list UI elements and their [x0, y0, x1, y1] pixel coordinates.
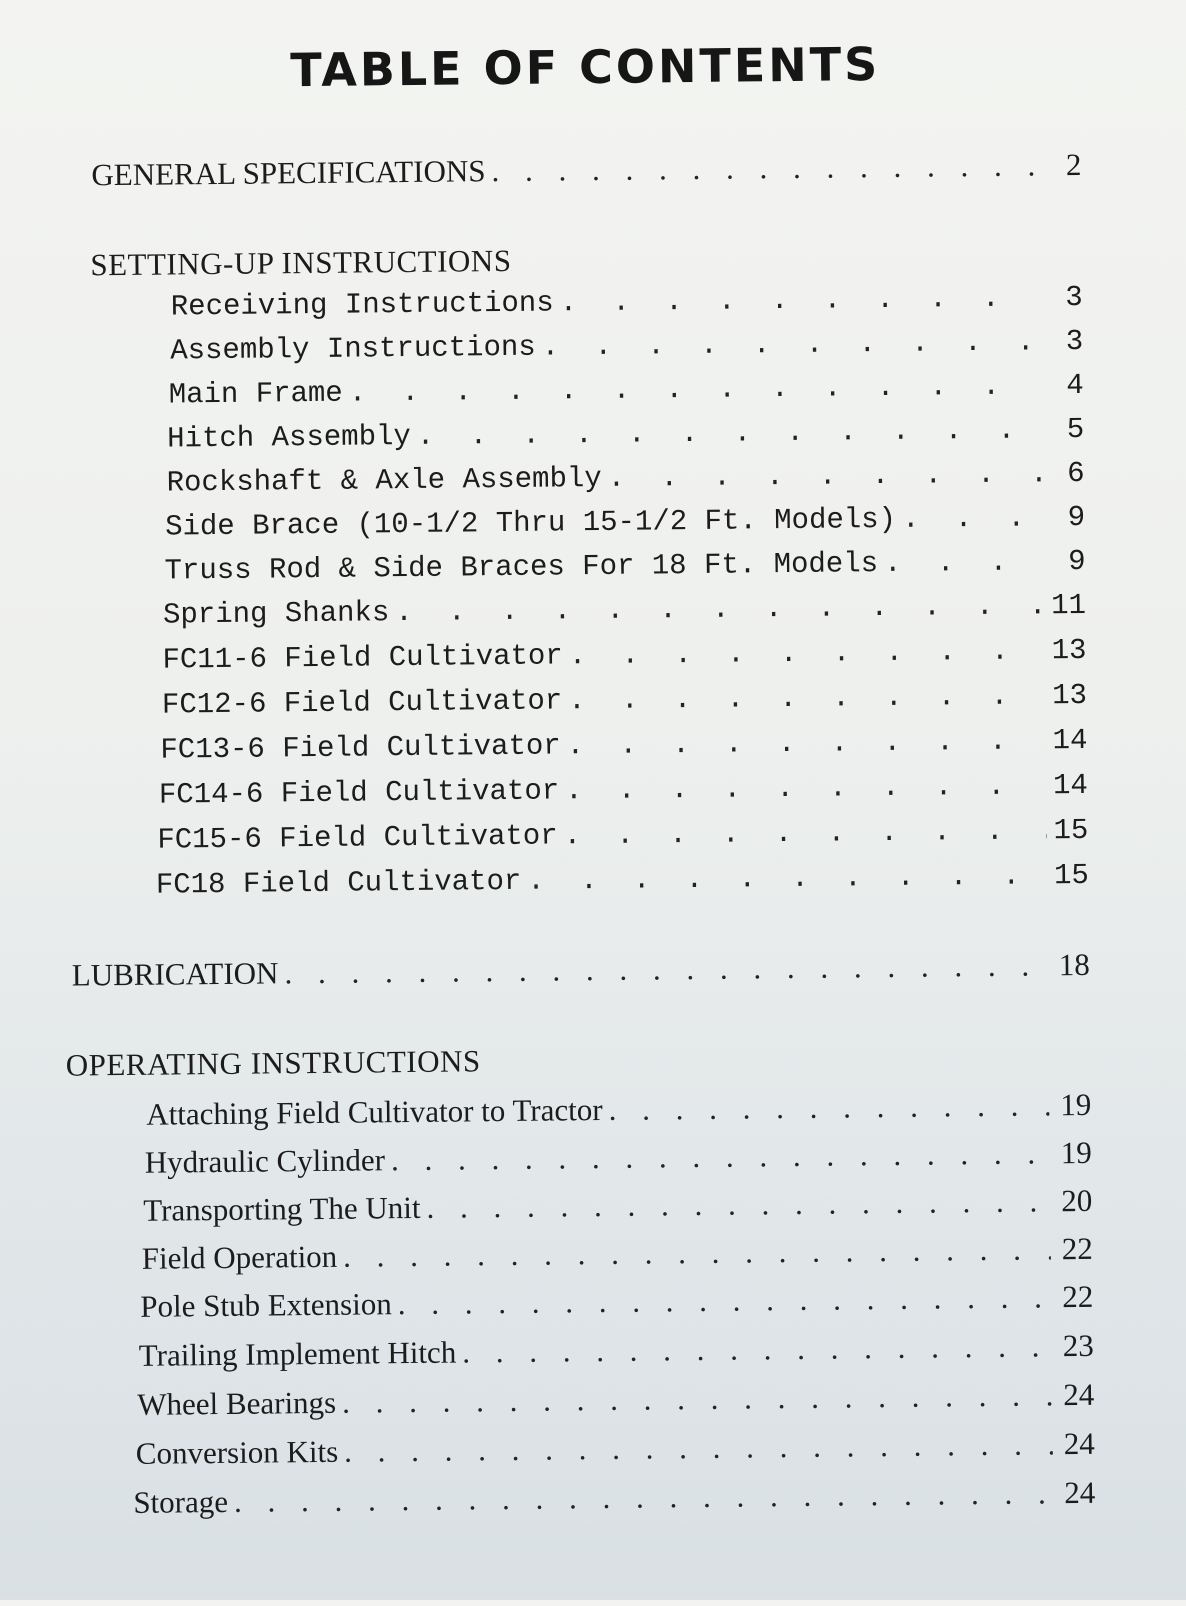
toc-section-label: GENERAL SPECIFICATIONS — [91, 153, 486, 193]
toc-page-number: 22 — [1062, 1278, 1094, 1315]
toc-item-label: FC15-6 Field Cultivator — [157, 819, 558, 857]
dot-leader — [902, 498, 1043, 539]
toc-item-label: Attaching Field Cultivator to Tractor — [146, 1091, 603, 1132]
toc-page-number: 4 — [1066, 368, 1084, 403]
toc-item-label: Trailing Implement Hitch — [138, 1334, 457, 1373]
toc-item-label: FC12-6 Field Cultivator — [161, 684, 563, 722]
dot-leader — [608, 1085, 1049, 1130]
toc-page-number: 3 — [1065, 324, 1084, 359]
toc-page-number: 24 — [1063, 1376, 1095, 1413]
dot-leader — [398, 1277, 1052, 1324]
dot-leader — [608, 454, 1043, 499]
toc-section-operating-instructions: OPERATING INSTRUCTIONS — [65, 1043, 481, 1083]
toc-page-number: 15 — [1053, 813, 1089, 848]
toc-item — [157, 811, 1088, 861]
toc-item-label: Field Operation — [141, 1238, 338, 1276]
toc-item — [167, 410, 1084, 460]
toc-item-label: Receiving Instructions — [170, 286, 554, 324]
toc-item — [166, 454, 1084, 504]
toc-section-lubrication — [72, 945, 1090, 996]
toc-page-number: 19 — [1060, 1134, 1092, 1171]
toc-item — [159, 766, 1088, 816]
toc-item-label: Storage — [133, 1483, 229, 1520]
toc-item — [162, 676, 1087, 726]
toc-item — [146, 1085, 1091, 1135]
toc-item — [162, 631, 1086, 681]
dot-leader — [559, 278, 1041, 323]
toc-page-number: 24 — [1063, 1425, 1095, 1462]
toc-page-number: 5 — [1066, 412, 1085, 447]
toc-item-label: FC14-6 Field Cultivator — [158, 774, 560, 812]
toc-item — [145, 1133, 1092, 1183]
toc-page-number: 24 — [1064, 1474, 1096, 1511]
toc-item — [143, 1181, 1092, 1231]
toc-page-number: 22 — [1061, 1230, 1093, 1267]
dot-leader — [568, 676, 1045, 721]
toc-item-label: Pole Stub Extension — [140, 1286, 392, 1324]
toc-item — [165, 498, 1085, 548]
toc-item-label: Side Brace (10-1/2 Thru 15-1/2 Ft. Models) — [164, 502, 897, 544]
toc-item — [137, 1375, 1094, 1425]
toc-page-number: 6 — [1067, 456, 1085, 491]
toc-page-number: 23 — [1062, 1327, 1094, 1364]
toc-section-setting-up-instructions: SETTING-UP INSTRUCTIONS — [90, 242, 512, 283]
toc-page-number: 9 — [1067, 500, 1086, 535]
dot-leader — [542, 322, 1042, 367]
dot-leader — [343, 1229, 1051, 1276]
toc-page-number: 20 — [1061, 1182, 1093, 1219]
page-title: TABLE OF CONTENTS — [290, 37, 881, 98]
toc-page-number: 2 — [1065, 146, 1082, 183]
toc-page-number: 19 — [1060, 1086, 1092, 1123]
dot-leader — [284, 945, 1048, 993]
toc-item — [164, 542, 1085, 592]
dot-leader — [884, 542, 1044, 584]
toc-item-label: Transporting The Unit — [143, 1189, 421, 1228]
dot-leader — [349, 366, 1042, 413]
dot-leader — [563, 811, 1046, 856]
dot-leader — [344, 1424, 1053, 1471]
toc-item-label: FC13-6 Field Cultivator — [160, 729, 561, 767]
toc-item — [163, 586, 1086, 636]
toc-item-label: Hitch Assembly — [167, 419, 411, 456]
toc-item — [170, 322, 1083, 372]
toc-item-label: Main Frame — [168, 376, 343, 412]
dot-leader — [395, 586, 1044, 633]
toc-item-label: Truss Rod & Side Braces For 18 Ft. Models — [164, 547, 879, 588]
toc-page-number: 3 — [1065, 280, 1083, 315]
toc-item — [169, 366, 1084, 416]
dot-leader — [566, 721, 1045, 766]
toc-item-label: FC18 Field Cultivator — [155, 864, 522, 902]
toc-page-number: 14 — [1052, 768, 1089, 803]
dot-leader — [462, 1326, 1052, 1372]
dot-leader — [234, 1473, 1054, 1522]
toc-item-label: Wheel Bearings — [137, 1384, 337, 1422]
toc-item — [133, 1473, 1095, 1523]
toc-item — [160, 721, 1087, 771]
toc-page-number: 13 — [1051, 678, 1088, 713]
toc-item — [139, 1326, 1094, 1376]
toc-page-number: 18 — [1058, 946, 1090, 983]
dot-leader — [527, 856, 1047, 901]
dot-leader — [391, 1133, 1050, 1180]
dot-leader — [417, 410, 1043, 457]
dot-leader — [491, 145, 1039, 191]
toc-item-label: Hydraulic Cylinder — [144, 1142, 386, 1180]
toc-section-label: LUBRICATION — [71, 955, 279, 993]
toc-item — [136, 1424, 1095, 1474]
toc-page-number: 15 — [1053, 858, 1089, 893]
toc-item-label: Assembly Instructions — [170, 330, 536, 368]
toc-page-number: 9 — [1067, 544, 1086, 579]
toc-page-number: 14 — [1052, 723, 1088, 758]
toc-item-label: Rockshaft & Axle Assembly — [166, 461, 602, 500]
toc-item-label: Conversion Kits — [135, 1433, 339, 1471]
toc-section-general-specifications — [91, 145, 1081, 195]
toc-item — [171, 278, 1083, 328]
dot-leader — [426, 1181, 1050, 1228]
toc-item-label: FC11-6 Field Cultivator — [162, 639, 563, 677]
dot-leader — [569, 631, 1045, 676]
toc-item — [140, 1277, 1093, 1327]
dot-leader — [342, 1375, 1053, 1422]
toc-item — [156, 856, 1089, 906]
toc-item-label: Spring Shanks — [162, 596, 390, 632]
toc-page-number: 11 — [1051, 588, 1087, 623]
toc-item — [142, 1229, 1093, 1279]
toc-page-number: 13 — [1051, 633, 1087, 668]
dot-leader — [565, 766, 1046, 811]
